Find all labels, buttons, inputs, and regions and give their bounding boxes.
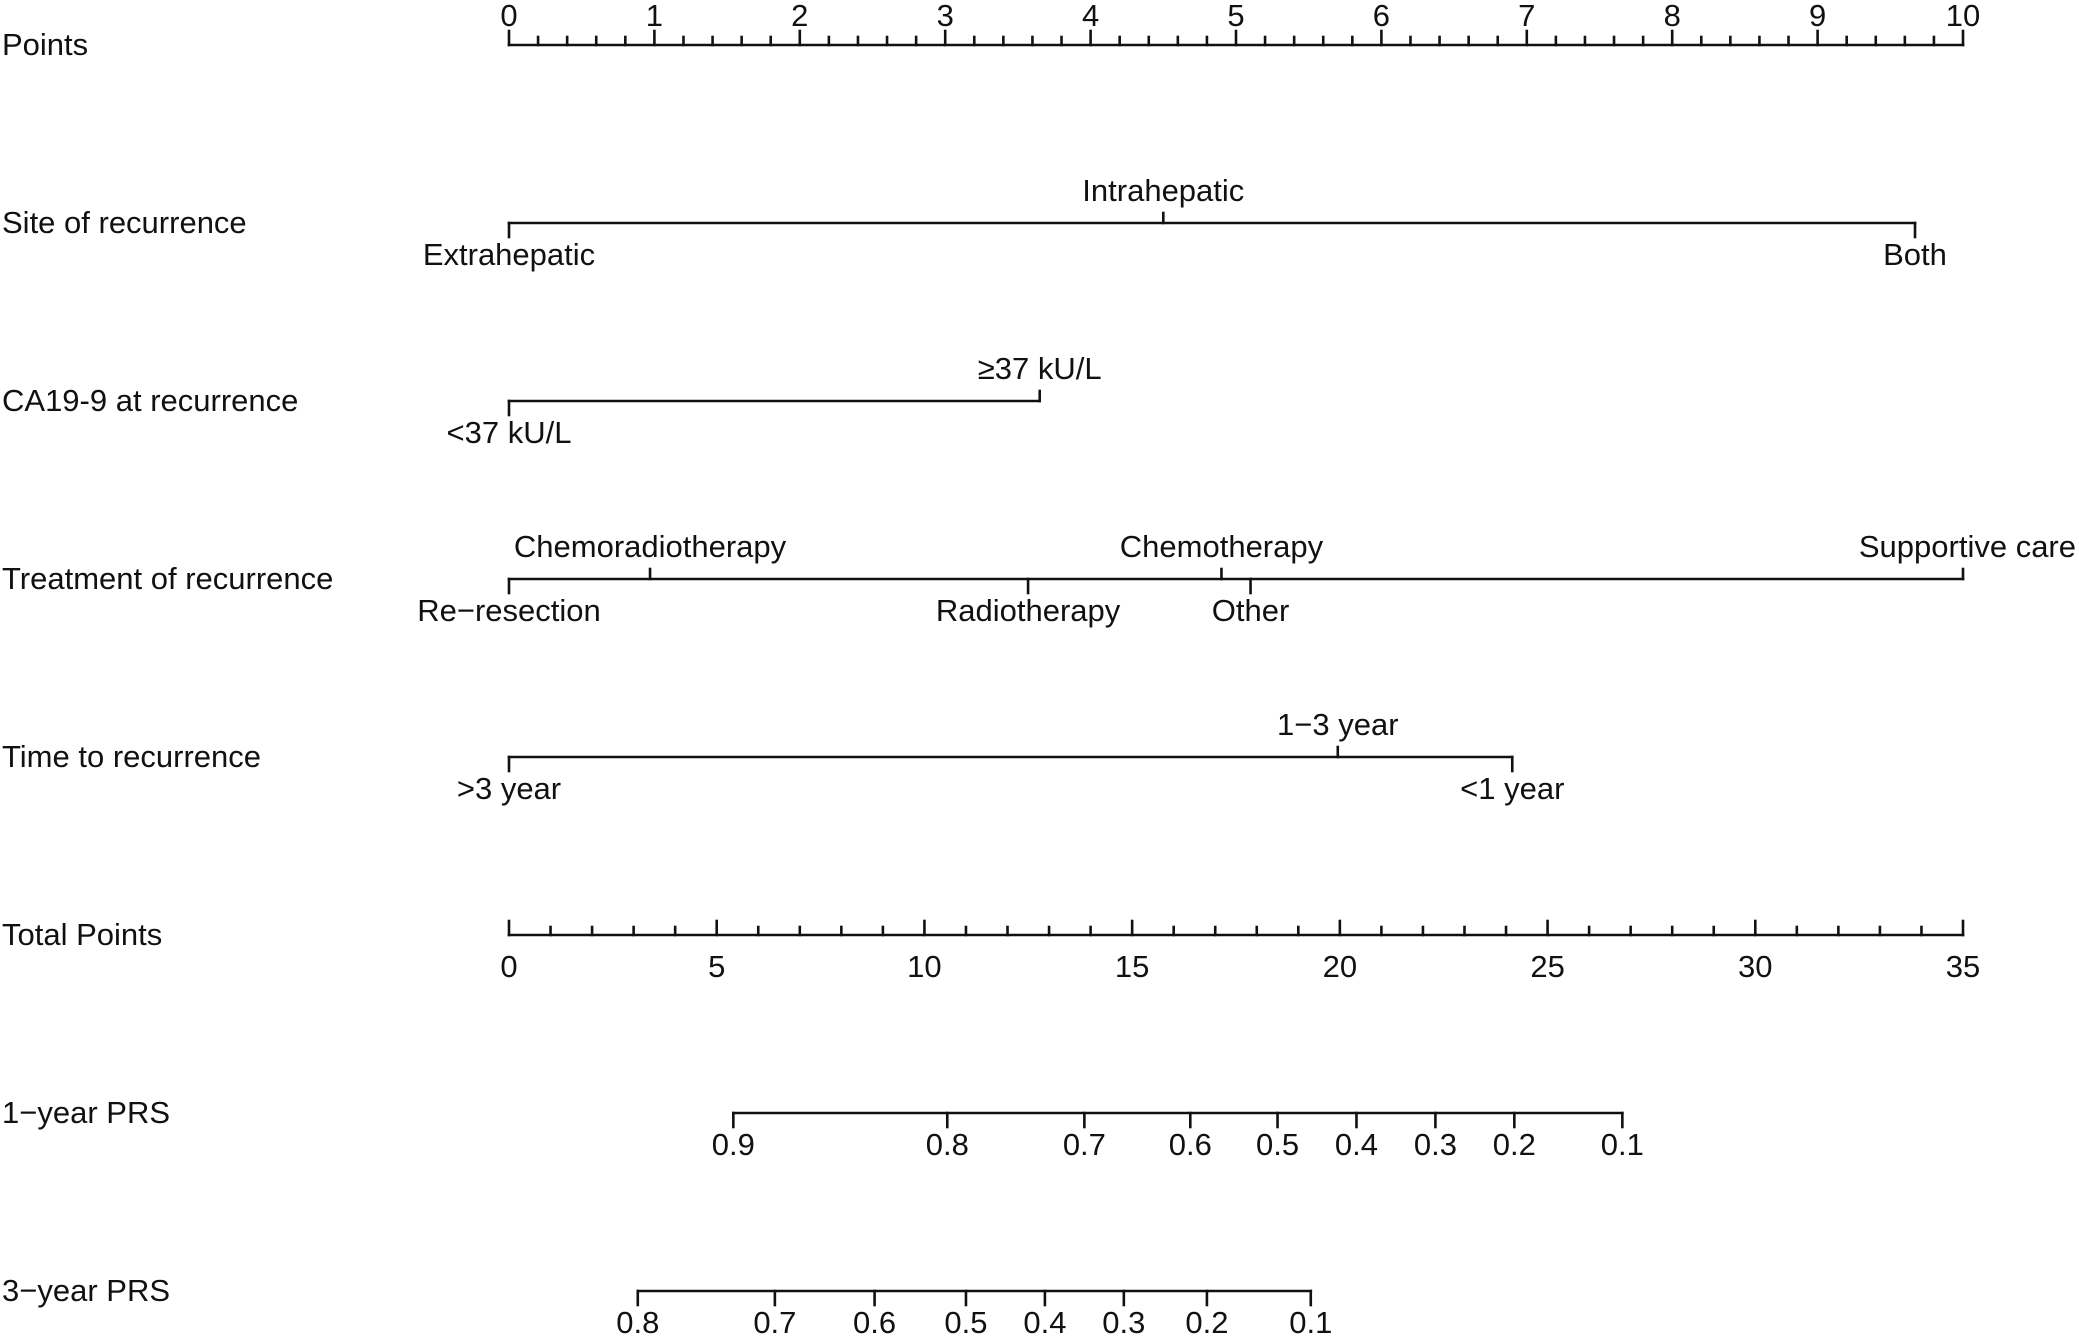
treatment-of-recurrence-level-label: Radiotherapy <box>935 593 1121 628</box>
one-year-prs-tick-label: 0.1 <box>1600 1127 1644 1162</box>
ca19-9-at-recurrence-level-label: <37 kU/L <box>446 415 572 450</box>
total-points-tick-label: 5 <box>708 949 726 984</box>
points-tick-label: 2 <box>791 0 809 33</box>
total-points-tick-label: 30 <box>1738 949 1773 984</box>
points-tick-label: 4 <box>1081 0 1100 33</box>
one-year-prs-tick-label: 0.5 <box>1255 1127 1300 1162</box>
three-year-prs-tick-label: 0.8 <box>616 1305 660 1336</box>
points-tick-label: 9 <box>1808 0 1827 33</box>
one-year-prs-tick-label: 0.4 <box>1334 1127 1379 1162</box>
time-to-recurrence-level-label: <1 year <box>1460 771 1565 806</box>
one-year-prs-tick-label: 0.9 <box>711 1127 755 1162</box>
points-row-label: Points <box>2 27 89 62</box>
points-tick-label: 3 <box>936 0 954 33</box>
three-year-prs-tick-label: 0.7 <box>753 1305 797 1336</box>
one-year-prs-row-label: 1−year PRS <box>2 1095 171 1130</box>
treatment-of-recurrence-level-label: Other <box>1211 593 1290 628</box>
site-of-recurrence-level-label: Extrahepatic <box>422 237 596 272</box>
three-year-prs-tick-label: 0.5 <box>944 1305 988 1336</box>
three-year-prs-tick-label: 0.4 <box>1023 1305 1067 1336</box>
site-of-recurrence-level-label: Both <box>1883 237 1947 272</box>
three-year-prs-tick-label: 0.1 <box>1289 1305 1333 1336</box>
points-tick-label: 10 <box>1945 0 1981 33</box>
total-points-tick-label: 10 <box>907 949 942 984</box>
treatment-of-recurrence-row-label: Treatment of recurrence <box>2 561 334 596</box>
points-tick-label: 5 <box>1227 0 1245 33</box>
points-tick-label: 7 <box>1518 0 1536 33</box>
ca19-9-at-recurrence-level-label: ≥37 kU/L <box>977 351 1102 386</box>
total-points-tick-label: 35 <box>1945 949 1981 984</box>
total-points-tick-label: 0 <box>500 949 518 984</box>
points-tick-label: 0 <box>500 0 518 33</box>
treatment-of-recurrence-level-label: Chemoradiotherapy <box>513 529 787 564</box>
points-tick-label: 1 <box>645 0 664 33</box>
treatment-of-recurrence-level-label: Re−resection <box>417 593 601 628</box>
site-of-recurrence-level-label: Intrahepatic <box>1082 173 1245 208</box>
three-year-prs-tick-label: 0.3 <box>1102 1305 1146 1336</box>
three-year-prs-tick-label: 0.2 <box>1185 1305 1229 1336</box>
one-year-prs-tick-label: 0.8 <box>925 1127 969 1162</box>
time-to-recurrence-level-label: >3 year <box>456 771 562 806</box>
one-year-prs-tick-label: 0.3 <box>1413 1127 1457 1162</box>
treatment-of-recurrence-level-label: Chemotherapy <box>1119 529 1324 564</box>
three-year-prs-row-label: 3−year PRS <box>2 1273 171 1308</box>
total-points-tick-label: 20 <box>1322 949 1358 984</box>
time-to-recurrence-level-label: 1−3 year <box>1277 707 1399 742</box>
total-points-row-label: Total Points <box>2 917 163 952</box>
three-year-prs-tick-label: 0.6 <box>853 1305 897 1336</box>
time-to-recurrence-row-label: Time to recurrence <box>2 739 261 774</box>
treatment-of-recurrence-level-label: Supportive care <box>1858 529 2076 564</box>
one-year-prs-tick-label: 0.7 <box>1062 1127 1106 1162</box>
points-tick-label: 6 <box>1372 0 1391 33</box>
one-year-prs-tick-label: 0.6 <box>1168 1127 1212 1162</box>
site-of-recurrence-row-label: Site of recurrence <box>2 205 247 240</box>
one-year-prs-tick-label: 0.2 <box>1492 1127 1536 1162</box>
total-points-tick-label: 15 <box>1114 949 1150 984</box>
ca19-9-at-recurrence-row-label: CA19-9 at recurrence <box>2 383 299 418</box>
total-points-tick-label: 25 <box>1530 949 1565 984</box>
points-tick-label: 8 <box>1663 0 1681 33</box>
